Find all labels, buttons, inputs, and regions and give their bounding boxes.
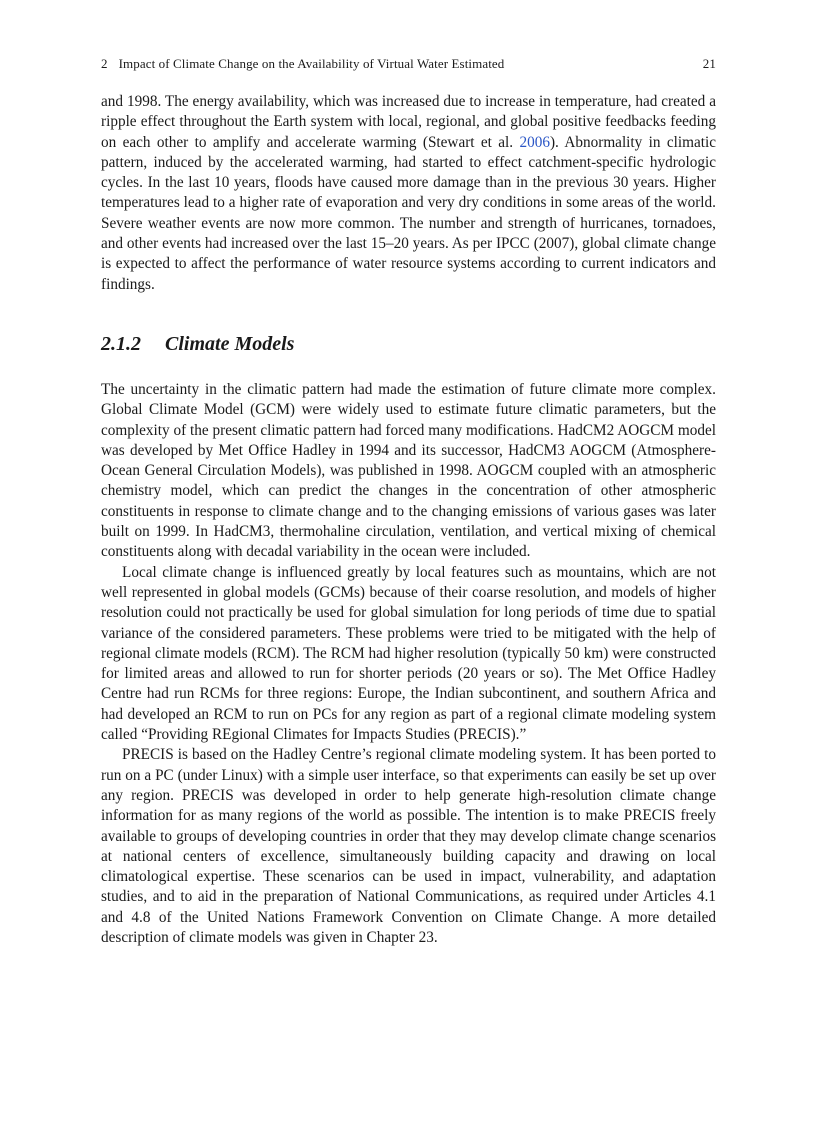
intro-paragraph — [101, 92, 716, 295]
running-head — [101, 56, 716, 72]
intro-text-before-cite: and 1998. The energy availability, which was increased due to increase in temperature, had created a ripple effect throughout the Earth system with local, regional, and global positive feedbacks feeding on each other to amplify and accelerate warming (Stewart et al. — [101, 93, 716, 151]
chapter-number: 2 — [101, 56, 108, 71]
intro-text-after-cite: ). Abnormality in climatic pattern, induced by the accelerated warming, had started to effect catchment-specific hydrologic cycles. In the last 10 years, floods have caused more damage than in the previous 30 years. Higher temperatures lead to a higher rate of evaporation and very dry conditions in some areas of the world. Severe weather events are now more common. The number and strength of hurricanes, tornadoes, and other events had increased over the last 15–20 years. As per IPCC (2007), global climate change is expected to affect the performance of water resource systems according to current indicators and findings. — [101, 133, 716, 293]
body-paragraph-3: PRECIS is based on the Hadley Centre’s regional climate modeling system. It has been ported to run on a PC (under Linux) with a simple user interface, so that experiments can easily be set up over any region. PRECIS was developed in order to help generate high-resolution climate change information for as many regions of the world as possible. The intention is to make PRECIS freely available to groups of developing countries in order that they may develop climate change scenarios at national centers of excellence, simultaneously building capacity and drawing on local climatological expertise. These scenarios can be used in impact, vulnerability, and adaptation studies, and to aid in the preparation of National Communications, as required under Articles 4.1 and 4.8 of the United Nations Framework Convention on Climate Change. A more detailed description of climate models was given in Chapter 23. — [101, 746, 716, 946]
body-paragraph-2: Local climate change is influenced greatly by local features such as mountains, which are not well represented in global models (GCMs) because of their coarse resolution, and models of higher resolution could not practically be used for global simulation for long periods of time due to spatial variance of the considered parameters. These problems were tried to be mitigated with the help of regional climate models (RCM). The RCM had higher resolution (typically 50 km) were constructed for limited areas and allowed to run for shorter periods (20 years or so). The Met Office Hadley Centre had run RCMs for three regions: Europe, the Indian subcontinent, and southern Africa and had developed an RCM to run on PCs for any region as part of a regional climate modeling system called “Providing REgional Climates for Impacts Studies (PRECIS).” — [101, 563, 716, 744]
section-number: 2.1.2 — [101, 332, 141, 355]
chapter-title: Impact of Climate Change on the Availability of Virtual Water Estimated — [118, 56, 505, 71]
citation-link[interactable]: 2006 — [519, 133, 550, 151]
page-number: 21 — [702, 56, 716, 71]
body-paragraph-1: The uncertainty in the climatic pattern had made the estimation of future climate more complex. Global Climate Model (GCM) were widely used to estimate future climatic parameters, but the complexity of the present climatic pattern had forced many modifications. HadCM2 AOGCM model was developed by Met Office Hadley in 1994 and its successor, HadCM3 AOGCM (Atmosphere-Ocean General Circulation Models), was published in 1998. AOGCM coupled with an atmospheric chemistry model, which can predict the changes in the concentration of other atmospheric constituents in response to climate change and to the changing emissions of various gases was later built on 1999. In HadCM3, thermohaline circulation, ventilation, and vertical mixing of chemical constituents along with decadal variability in the ocean were included. — [101, 380, 716, 561]
section-title: Climate Models — [165, 332, 295, 355]
section-heading — [101, 332, 716, 356]
page — [101, 56, 716, 948]
running-head-left — [101, 56, 504, 72]
